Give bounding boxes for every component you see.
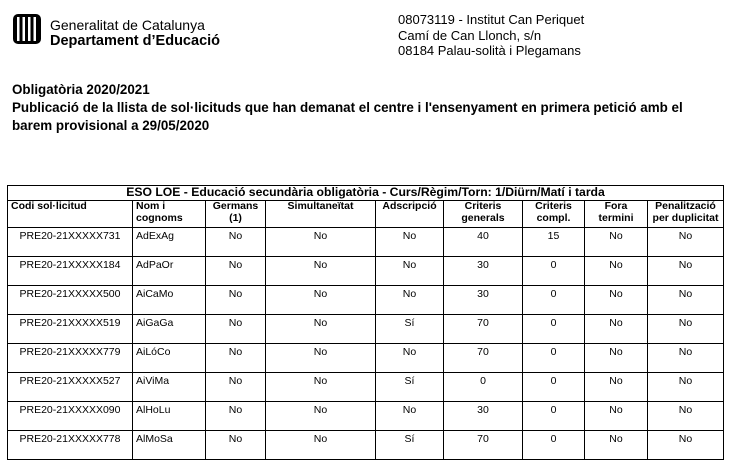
cell-fora: No bbox=[585, 431, 648, 460]
table-row bbox=[8, 257, 724, 286]
col-header-code: Codi sol·licitud bbox=[8, 201, 133, 228]
cell-germans: No bbox=[206, 315, 266, 344]
cell-adscripcio: No bbox=[376, 402, 444, 431]
cell-code: PRE20-21XXXXX090 bbox=[8, 402, 133, 431]
cell-adscripcio: No bbox=[376, 228, 444, 257]
cell-generals: 0 bbox=[444, 373, 523, 402]
organization-name bbox=[50, 17, 220, 49]
cell-code: PRE20-21XXXXX519 bbox=[8, 315, 133, 344]
cell-code: PRE20-21XXXXX779 bbox=[8, 344, 133, 373]
cell-simultaneitat: No bbox=[266, 431, 376, 460]
table-row bbox=[8, 286, 724, 315]
cell-fora: No bbox=[585, 344, 648, 373]
cell-nom: AiGaGa bbox=[133, 315, 206, 344]
school-address bbox=[398, 12, 584, 59]
cell-penal: No bbox=[648, 344, 724, 373]
cell-compl: 0 bbox=[523, 315, 585, 344]
cell-compl: 0 bbox=[523, 373, 585, 402]
col-header-simultaneitat: Simultaneïtat bbox=[266, 201, 376, 228]
cell-nom: AlMoSa bbox=[133, 431, 206, 460]
cell-fora: No bbox=[585, 402, 648, 431]
cell-nom: AdPaOr bbox=[133, 257, 206, 286]
cell-nom: AiCaMo bbox=[133, 286, 206, 315]
cell-adscripcio: No bbox=[376, 344, 444, 373]
heading-line2: Publicació de la llista de sol·licituds que han demanat el centre i l'ensenyament en primera petició amb el barem provisional a 29/05/2020 bbox=[12, 100, 683, 133]
cell-simultaneitat: No bbox=[266, 402, 376, 431]
address-line3: 08184 Palau-solità i Plegamans bbox=[398, 43, 581, 58]
table-header-row bbox=[8, 201, 724, 228]
col-header-adscripcio: Adscripció bbox=[376, 201, 444, 228]
cell-penal: No bbox=[648, 431, 724, 460]
table-row bbox=[8, 344, 724, 373]
cell-compl: 15 bbox=[523, 228, 585, 257]
cell-generals: 70 bbox=[444, 344, 523, 373]
cell-germans: No bbox=[206, 402, 266, 431]
cell-compl: 0 bbox=[523, 286, 585, 315]
cell-fora: No bbox=[585, 315, 648, 344]
cell-fora: No bbox=[585, 373, 648, 402]
cell-simultaneitat: No bbox=[266, 373, 376, 402]
cell-generals: 70 bbox=[444, 431, 523, 460]
col-header-nom: Nom i cognoms bbox=[133, 201, 206, 228]
cell-simultaneitat: No bbox=[266, 257, 376, 286]
cell-adscripcio: No bbox=[376, 286, 444, 315]
cell-compl: 0 bbox=[523, 257, 585, 286]
applications-table bbox=[7, 185, 724, 460]
heading-line1: Obligatòria 2020/2021 bbox=[12, 82, 150, 97]
document-heading bbox=[12, 81, 722, 135]
cell-code: PRE20-21XXXXX184 bbox=[8, 257, 133, 286]
cell-penal: No bbox=[648, 257, 724, 286]
cell-compl: 0 bbox=[523, 431, 585, 460]
cell-code: PRE20-21XXXXX500 bbox=[8, 286, 133, 315]
generalitat-logo-icon bbox=[13, 14, 41, 44]
cell-generals: 30 bbox=[444, 402, 523, 431]
cell-code: PRE20-21XXXXX731 bbox=[8, 228, 133, 257]
col-header-fora: Fora termini bbox=[585, 201, 648, 228]
org-line1: Generalitat de Catalunya bbox=[50, 17, 205, 33]
cell-code: PRE20-21XXXXX778 bbox=[8, 431, 133, 460]
org-line2: Departament d’Educació bbox=[50, 33, 221, 49]
cell-generals: 70 bbox=[444, 315, 523, 344]
cell-penal: No bbox=[648, 402, 724, 431]
cell-germans: No bbox=[206, 344, 266, 373]
table-row bbox=[8, 373, 724, 402]
cell-germans: No bbox=[206, 373, 266, 402]
cell-code: PRE20-21XXXXX527 bbox=[8, 373, 133, 402]
cell-generals: 30 bbox=[444, 257, 523, 286]
cell-penal: No bbox=[648, 315, 724, 344]
applications-table-wrap bbox=[7, 185, 723, 460]
cell-simultaneitat: No bbox=[266, 344, 376, 373]
cell-nom: AdExAg bbox=[133, 228, 206, 257]
cell-fora: No bbox=[585, 228, 648, 257]
table-row bbox=[8, 228, 724, 257]
cell-nom: AlHoLu bbox=[133, 402, 206, 431]
cell-adscripcio: Sí bbox=[376, 315, 444, 344]
cell-fora: No bbox=[585, 257, 648, 286]
cell-penal: No bbox=[648, 286, 724, 315]
cell-simultaneitat: No bbox=[266, 286, 376, 315]
col-header-germans: Germans (1) bbox=[206, 201, 266, 228]
cell-adscripcio: No bbox=[376, 257, 444, 286]
cell-generals: 40 bbox=[444, 228, 523, 257]
cell-adscripcio: Sí bbox=[376, 373, 444, 402]
cell-simultaneitat: No bbox=[266, 228, 376, 257]
cell-compl: 0 bbox=[523, 402, 585, 431]
address-line1: 08073119 - Institut Can Periquet bbox=[398, 12, 585, 27]
cell-adscripcio: Sí bbox=[376, 431, 444, 460]
table-row bbox=[8, 315, 724, 344]
cell-germans: No bbox=[206, 228, 266, 257]
cell-compl: 0 bbox=[523, 344, 585, 373]
cell-generals: 30 bbox=[444, 286, 523, 315]
cell-nom: AiViMa bbox=[133, 373, 206, 402]
col-header-compl: Criteris compl. bbox=[523, 201, 585, 228]
address-line2: Camí de Can Llonch, s/n bbox=[398, 27, 542, 43]
cell-germans: No bbox=[206, 286, 266, 315]
col-header-generals: Criteris generals bbox=[444, 201, 523, 228]
table-row bbox=[8, 402, 724, 431]
cell-nom: AiLóCo bbox=[133, 344, 206, 373]
cell-germans: No bbox=[206, 257, 266, 286]
cell-germans: No bbox=[206, 431, 266, 460]
table-caption: ESO LOE - Educació secundària obligatòria - Curs/Règim/Torn: 1/Diürn/Matí i tarda bbox=[8, 186, 724, 201]
cell-penal: No bbox=[648, 228, 724, 257]
cell-fora: No bbox=[585, 286, 648, 315]
cell-penal: No bbox=[648, 373, 724, 402]
col-header-penal: Penalització per duplicitat bbox=[648, 201, 724, 228]
cell-simultaneitat: No bbox=[266, 315, 376, 344]
table-row bbox=[8, 431, 724, 460]
